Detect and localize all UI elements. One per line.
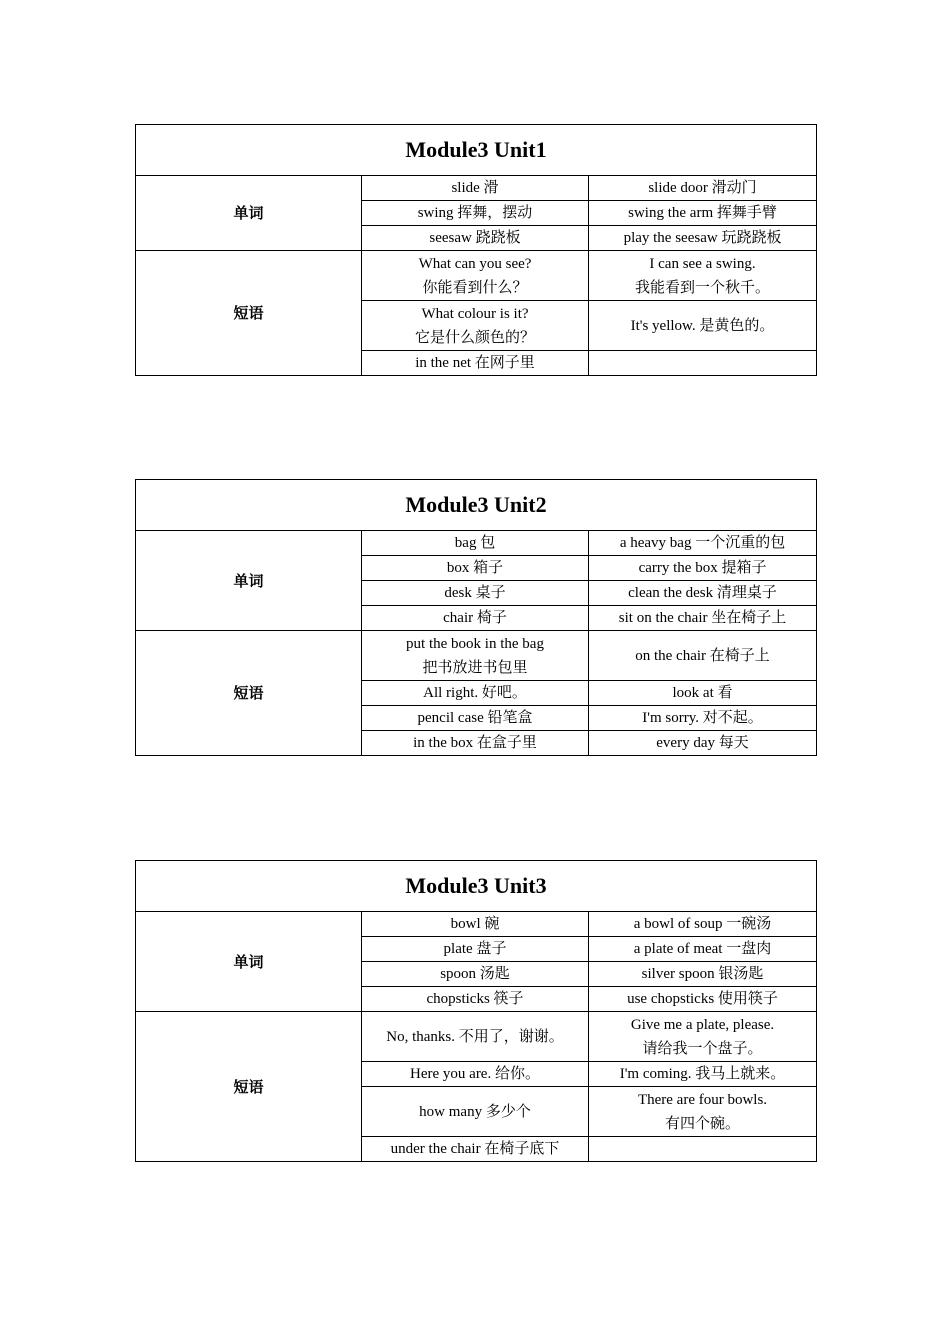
phrase-cell: look at 看 [589, 681, 817, 706]
phrase-chinese: 把书放进书包里 [422, 659, 528, 676]
word-cell: box 箱子 [362, 556, 589, 581]
unit-title: Module3 Unit3 [136, 861, 817, 912]
word-cell: bag 包 [362, 531, 589, 556]
word-example-cell: sit on the chair 坐在椅子上 [589, 606, 817, 631]
phrase-cell: No, thanks. 不用了，谢谢。 [362, 1012, 589, 1062]
word-example-cell: use chopsticks 使用筷子 [589, 987, 817, 1012]
word-cell: desk 桌子 [362, 581, 589, 606]
words-label: 单词 [136, 531, 362, 631]
phrase-cell: every day 每天 [589, 731, 817, 756]
phrase-cell: It's yellow. 是黄色的。 [589, 301, 817, 351]
word-example-cell: silver spoon 银汤匙 [589, 962, 817, 987]
phrase-cell: I'm coming. 我马上就来。 [589, 1062, 817, 1087]
phrase-chinese: 你能看到什么？ [422, 279, 528, 296]
phrase-cell [362, 631, 589, 681]
phrase-cell: pencil case 铅笔盒 [362, 706, 589, 731]
unit-title: Module3 Unit1 [136, 125, 817, 176]
phrase-english: There are four bowls. [637, 1091, 768, 1108]
phrase-cell: I'm sorry. 对不起。 [589, 706, 817, 731]
word-cell: spoon 汤匙 [362, 962, 589, 987]
word-cell: bowl 碗 [362, 912, 589, 937]
word-example-cell: carry the box 提箱子 [589, 556, 817, 581]
word-cell: chair 椅子 [362, 606, 589, 631]
phrase-cell [362, 251, 589, 301]
phrase-cell [362, 301, 589, 351]
phrase-chinese: 我能看到一个秋千。 [635, 279, 771, 296]
unit-title: Module3 Unit2 [136, 480, 817, 531]
phrase-cell: Here you are. 给你。 [362, 1062, 589, 1087]
word-example-cell: a bowl of soup 一碗汤 [589, 912, 817, 937]
phrase-english: What can you see? [418, 255, 532, 272]
words-label: 单词 [136, 176, 362, 251]
unit3-table [135, 860, 817, 1162]
phrase-cell: All right. 好吧。 [362, 681, 589, 706]
phrase-cell: in the box 在盒子里 [362, 731, 589, 756]
phrase-cell [589, 1087, 817, 1137]
phrase-english: put the book in the bag [406, 635, 544, 652]
phrase-english: What colour is it? [421, 305, 529, 322]
phrase-cell [589, 251, 817, 301]
word-example-cell: swing the arm 挥舞手臂 [589, 201, 817, 226]
word-example-cell: clean the desk 清理桌子 [589, 581, 817, 606]
phrase-cell: on the chair 在椅子上 [589, 631, 817, 681]
phrase-english: Give me a plate, please. [630, 1016, 775, 1033]
word-cell: swing 挥舞，摆动 [362, 201, 589, 226]
phrase-cell-empty [589, 1137, 817, 1162]
word-example-cell: play the seesaw 玩跷跷板 [589, 226, 817, 251]
word-example-cell: a heavy bag 一个沉重的包 [589, 531, 817, 556]
word-example-cell: slide door 滑动门 [589, 176, 817, 201]
phrase-cell-empty [589, 351, 817, 376]
phrase-chinese: 请给我一个盘子。 [642, 1040, 763, 1057]
unit2-table [135, 479, 817, 756]
phrase-chinese: 有四个碗。 [665, 1115, 741, 1132]
phrases-label: 短语 [136, 631, 362, 756]
phrase-cell: how many 多少个 [362, 1087, 589, 1137]
word-cell: plate 盘子 [362, 937, 589, 962]
word-example-cell: a plate of meat 一盘肉 [589, 937, 817, 962]
word-cell: slide 滑 [362, 176, 589, 201]
words-label: 单词 [136, 912, 362, 1012]
phrases-label: 短语 [136, 251, 362, 376]
phrase-english: I can see a swing. [649, 255, 756, 272]
phrase-cell [589, 1012, 817, 1062]
phrases-label: 短语 [136, 1012, 362, 1162]
word-cell: seesaw 跷跷板 [362, 226, 589, 251]
unit1-table [135, 124, 817, 376]
phrase-chinese: 它是什么颜色的？ [414, 329, 535, 346]
word-cell: chopsticks 筷子 [362, 987, 589, 1012]
phrase-cell: in the net 在网子里 [362, 351, 589, 376]
phrase-cell: under the chair 在椅子底下 [362, 1137, 589, 1162]
